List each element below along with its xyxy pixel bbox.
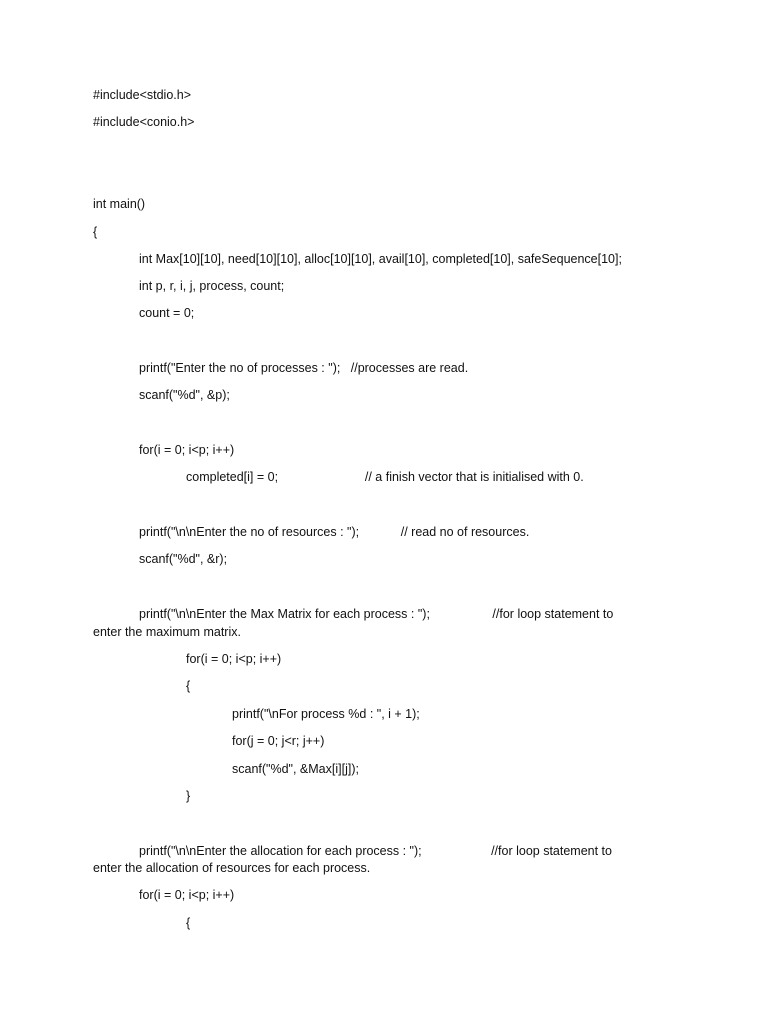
code-line-printf-max-matrix: printf("\n\nEnter the Max Matrix for each process : "); //for loop statement to xyxy=(139,607,614,621)
code-line-for-max-inner: for(j = 0; j<r; j++) xyxy=(232,734,325,748)
code-line-max-close-brace: } xyxy=(186,789,191,803)
code-line-max-matrix-wrap: enter the maximum matrix. xyxy=(93,625,241,639)
code-line-for-allocation: for(i = 0; i<p; i++) xyxy=(139,888,235,902)
code-line-printf-for-process: printf("\nFor process %d : ", i + 1); xyxy=(232,707,420,721)
code-line-printf-processes: printf("Enter the no of processes : "); //processes are read. xyxy=(139,361,469,375)
code-line-include-conio: #include<conio.h> xyxy=(93,115,195,129)
code-line-include-stdio: #include<stdio.h> xyxy=(93,88,191,102)
code-line-scanf-resources: scanf("%d", &r); xyxy=(139,552,228,566)
code-line-allocation-brace: { xyxy=(186,916,191,930)
code-line-scanf-max: scanf("%d", &Max[i][j]); xyxy=(232,762,359,776)
code-line-for-completed: for(i = 0; i<p; i++) xyxy=(139,443,235,457)
code-line-count-init: count = 0; xyxy=(139,306,195,320)
code-line-completed-init: completed[i] = 0; // a finish vector that is initialised with 0. xyxy=(186,470,584,484)
code-line-open-brace: { xyxy=(93,225,98,239)
code-line-main-signature: int main() xyxy=(93,197,146,211)
code-line-for-max-outer: for(i = 0; i<p; i++) xyxy=(186,652,282,666)
code-line-array-declarations: int Max[10][10], need[10][10], alloc[10][10], avail[10], completed[10], safeSequence[10]; xyxy=(139,252,622,266)
code-line-max-open-brace: { xyxy=(186,679,191,693)
code-line-printf-allocation: printf("\n\nEnter the allocation for each process : "); //for loop statement to xyxy=(139,844,612,858)
code-line-scanf-processes: scanf("%d", &p); xyxy=(139,388,230,402)
code-line-allocation-wrap: enter the allocation of resources for each process. xyxy=(93,861,371,875)
code-line-int-declarations: int p, r, i, j, process, count; xyxy=(139,279,285,293)
code-line-printf-resources: printf("\n\nEnter the no of resources : "); // read no of resources. xyxy=(139,525,530,539)
